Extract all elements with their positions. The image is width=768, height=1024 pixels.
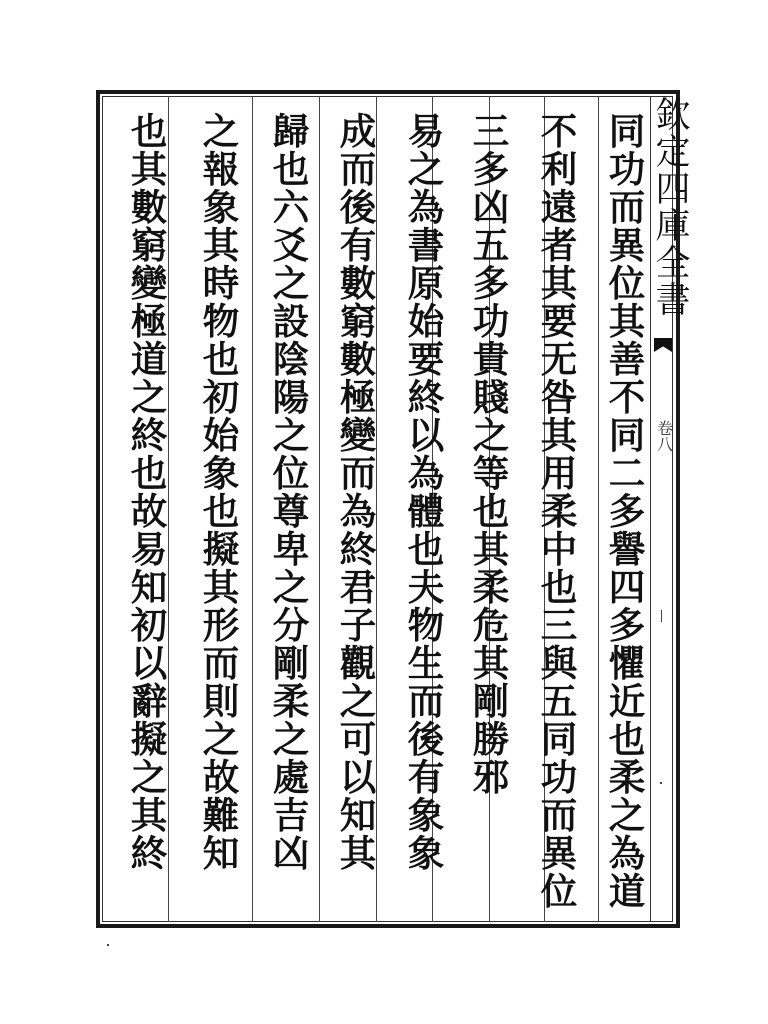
margin-mark bbox=[107, 944, 109, 946]
text-column: 易之為書原始要終以為體也夫物生而後有象象 bbox=[402, 112, 445, 872]
inner-border bbox=[102, 96, 673, 922]
column-rule bbox=[319, 96, 320, 922]
text-column: 三多凶五多功貴賤之等也其柔危其剛勝邪 bbox=[467, 112, 510, 796]
book-title: 欽定四庫全書 bbox=[650, 96, 690, 318]
text-column: 不利遠者其要无咎其用柔中也三與五同功而異位 bbox=[535, 112, 578, 910]
margin-mark bbox=[661, 610, 662, 622]
text-column: 也其數窮變極道之終也故易知初以辭擬之其終 bbox=[125, 112, 168, 872]
text-column: 成而後有數窮數極變而為終君子觀之可以知其 bbox=[334, 112, 377, 872]
text-column: 歸也六爻之設陰陽之位尊卑之分剛柔之處吉凶 bbox=[267, 112, 310, 872]
volume-label: 卷八 bbox=[654, 420, 674, 452]
text-column: 之報象其時物也初始象也擬其形而則之故難知 bbox=[197, 112, 240, 872]
margin-mark bbox=[660, 782, 662, 784]
text-column: 同功而異位其善不同二多譽四多懼近也柔之為道 bbox=[603, 112, 646, 910]
column-rule bbox=[252, 96, 253, 922]
